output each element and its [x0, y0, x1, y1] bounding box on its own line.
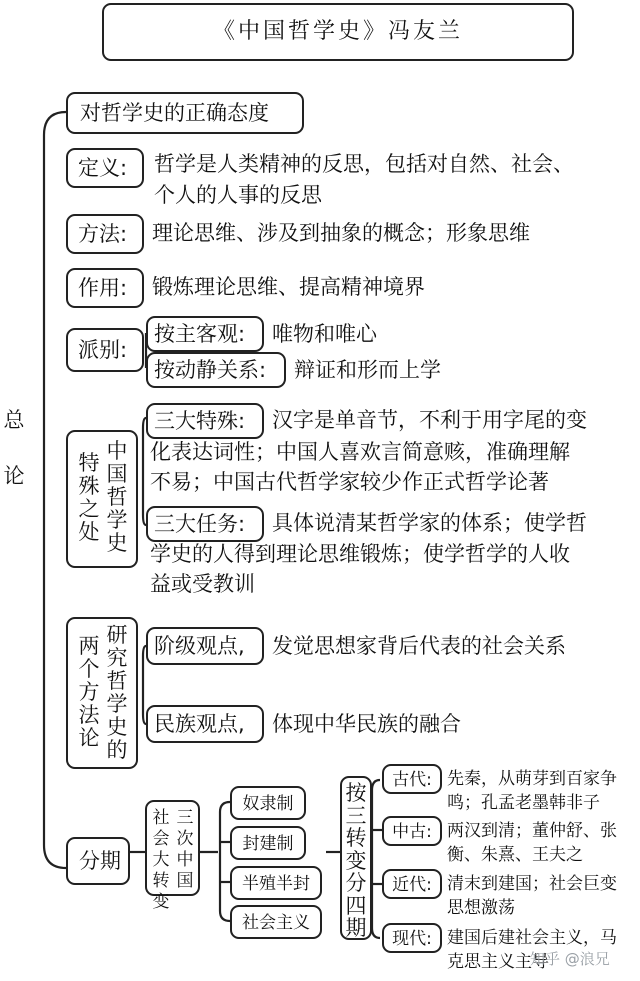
stage-medieval-line-1: 两汉到清；董仲舒、张 [447, 821, 617, 841]
transform-label-col1: 社会大转变 [152, 808, 170, 912]
method-label-box [66, 214, 144, 254]
special-line-1: 汉字是单音节，不利于用字尾的变 [272, 408, 587, 432]
nation-view-label: 民族观点, [154, 712, 245, 736]
school-text-subject-object: 唯物和唯心 [272, 322, 377, 346]
special-label-box [146, 403, 264, 439]
main-brace [44, 112, 66, 868]
tasks-label: 三大任务: [154, 512, 246, 536]
special-line-2: 化表达词性；中国人喜欢言简意赅，准确理解 [150, 440, 570, 464]
stage-ancient-line-2: 鸣；孔孟老墨韩非子 [447, 793, 600, 813]
system-box-socialism [230, 905, 322, 939]
function-label-box [66, 268, 144, 308]
stage-contemporary-line-1: 建国后建社会主义，马 [447, 928, 617, 948]
stage-label-medieval: 中古: [392, 822, 432, 842]
stage-modern-line-1: 清末到建国；社会巨变 [447, 874, 617, 894]
stage-label-contemporary: 现代: [392, 929, 432, 949]
method-text: 理论思维、涉及到抽象的概念；形象思维 [152, 221, 530, 245]
transform-label-col2: 三次中国 [176, 808, 194, 891]
method-label: 方法: [78, 222, 128, 246]
tasks-line-3: 益或受教训 [150, 572, 255, 596]
system-slavery: 奴隶制 [242, 794, 294, 814]
schools-label: 派别: [78, 338, 128, 362]
stage-modern-line-2: 思想激荡 [447, 898, 515, 918]
class-view-box [146, 627, 264, 665]
class-view-label: 阶级观点, [154, 634, 245, 658]
root-label: 总论 [3, 408, 25, 488]
class-view-text: 发觉思想家背后代表的社会关系 [272, 634, 566, 658]
system-box-feudal [230, 826, 306, 860]
definition-label-box [66, 148, 144, 188]
nation-view-box [146, 705, 264, 743]
schools-label-box [66, 328, 144, 372]
definition-line-2: 个人的人事的反思 [154, 183, 322, 207]
system-feudal: 封建制 [242, 834, 294, 854]
tasks-line-2: 学史的人得到理论思维锻炼；使学哲学的人收 [150, 542, 570, 566]
tasks-label-box [146, 506, 264, 542]
special-line-3: 不易；中国古代哲学家较少作正式哲学论著 [150, 470, 549, 494]
nation-view-text: 体现中华民族的融合 [272, 712, 461, 736]
features-label-box [66, 430, 138, 568]
stage-box-modern [382, 869, 442, 899]
stage-box-medieval [382, 816, 442, 846]
methodology-label-box [66, 617, 138, 769]
stage-contemporary-line-2: 克思主义主导 [447, 952, 549, 972]
stage-medieval-line-2: 衡、朱熹、王夫之 [447, 845, 583, 865]
methodology-label-col2: 研究哲学史的 [106, 623, 128, 762]
features-label-col1: 特殊之处 [78, 451, 100, 544]
watermark: 知乎 @浪兄 [530, 950, 610, 968]
stage-box-ancient [382, 764, 442, 794]
page-title: 《中国哲学史》冯友兰 [212, 19, 463, 44]
stage-ancient-line-1: 先秦，从萌芽到百家争 [447, 769, 617, 789]
system-box-semi [230, 866, 322, 900]
school-label-subject-object: 按主客观: [154, 322, 246, 346]
four-periods-label: 按三转变分四期 [345, 781, 367, 940]
attitude-box [66, 92, 304, 134]
definition-label: 定义: [78, 156, 128, 180]
transform-box [145, 800, 200, 912]
title-box [102, 3, 574, 61]
four-periods-box [340, 776, 372, 940]
special-label: 三大特殊: [154, 409, 246, 433]
school-label-motion: 按动静关系: [154, 358, 267, 382]
school-box-motion [146, 352, 286, 388]
periods-label: 分期 [79, 849, 121, 873]
tasks-line-1: 具体说清某哲学家的体系；使学哲 [272, 511, 587, 535]
definition-line-1: 哲学是人类精神的反思，包括对自然、社会、 [154, 152, 574, 176]
school-box-subject-object [146, 316, 264, 352]
stage-box-contemporary [382, 923, 442, 953]
methodology-label-col1: 两个方法论 [78, 634, 100, 750]
school-text-motion: 辩证和形而上学 [294, 358, 441, 382]
function-label: 作用: [78, 276, 128, 300]
system-box-slavery [230, 786, 306, 820]
periods-label-box [66, 837, 130, 885]
stage-label-modern: 近代: [392, 875, 432, 895]
function-text: 锻炼理论思维、提高精神境界 [152, 275, 425, 299]
attitude-text: 对哲学史的正确态度 [80, 101, 269, 125]
features-label-col2: 中国哲学史 [106, 439, 128, 555]
system-socialism: 社会主义 [242, 913, 310, 933]
stage-label-ancient: 古代: [392, 770, 432, 790]
system-semi: 半殖半封 [242, 874, 310, 894]
